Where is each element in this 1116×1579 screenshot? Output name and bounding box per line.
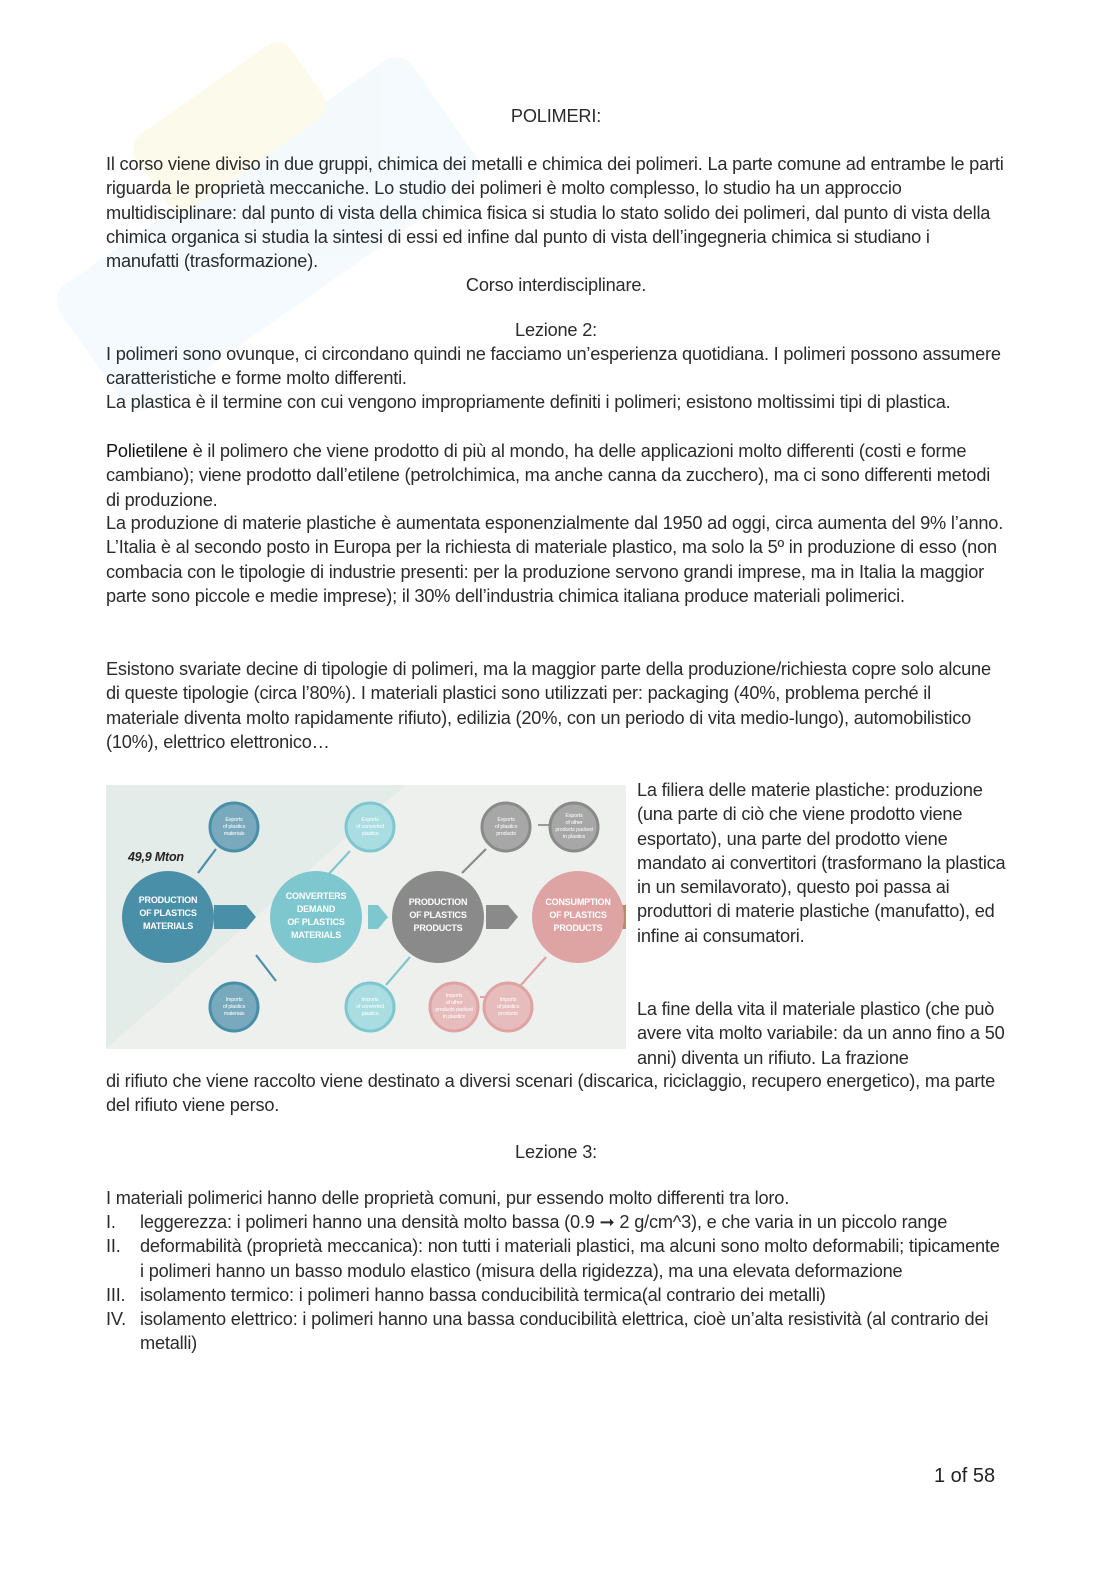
intro-center-line: Corso interdisciplinare. — [465, 275, 647, 295]
supply-chain-description: La filiera delle materie plastiche: produzione (una parte di ciò che viene prodotto viene esportato), una parte del prodotto viene mandato ai convertitori (trasformano la plastica in un semilavorato), questo poi passa ai produttori di materie plastiche (manufatto), ed infine ai consumatori. — [637, 780, 1006, 946]
list-item-text: deformabilità (proprietà meccanica): non tutti i materiali plastici, ma alcuni sono molto deformabili; tipicamente i polimeri hanno un basso modulo elastico (misura della rigidezza), ma una elevata deformazione — [140, 1236, 1000, 1281]
lezione-2-paragraph-4: La produzione di materie plastiche è aumentata esponenzialmente dal 1950 ad oggi, circa aumenta del 9% l’anno. L’Italia è al secondo posto in Europa per la richiesta di materiale plastico, ma solo la 5º in produzione di esso (non combacia con le tipologie di industrie presenti: per la produzione servono grandi imprese, ma in Italia la maggior parte sono piccole e medie imprese); il 30% dell’industria chimica italiana produce materiali polimerici. — [106, 513, 1004, 606]
svg-text:Importsof otherproducts packed: Imports of other products packed in plastics — [435, 993, 473, 1020]
list-item — [106, 1234, 1006, 1283]
lezione-2-paragraph-5: Esistono svariate decine di tipologie di polimeri, ma la maggior parte della produzione/richiesta copre solo alcune di queste tipologie (circa l’80%). I materiali plastici sono utilizzati per: packaging (40%, problema perché il materiale diventa molto rapidamente rifiuto), edilizia (20%, con un periodo di vita medio-lungo), automobilistico (10%), elettrico elettronico… — [106, 659, 991, 752]
list-item-number: IV. — [106, 1309, 126, 1330]
lezione-2-paragraph-3 — [106, 439, 1006, 512]
svg-text:Importsof plasticsproducts: Imports of plastics products — [496, 997, 520, 1017]
waste-scenarios-paragraph: di rifiuto che viene raccolto viene destinato a diversi scenari (discarica, riciclaggio, recupero energetico), ma parte del rifiuto viene perso. — [106, 1071, 996, 1116]
polietilene-term: Polietilene — [106, 441, 188, 461]
intro-paragraph: Il corso viene diviso in due gruppi, chimica dei metalli e chimica dei polimeri. La parte comune ad entrambe le parti riguarda le proprietà meccaniche. Lo studio dei polimeri è molto complesso, lo studio ha un approccio multidisciplinare: dal punto di vista della chimica fisica si studia lo stato solido dei polimeri, dal punto di vista della chimica organica si studia la sintesi di essi ed infine dal punto di vista dell’ingegneria chimica si studiano i manufatti (trasformazione). — [106, 154, 1004, 272]
page-number: 1 of 58 — [934, 1465, 996, 1487]
list-item-text: isolamento termico: i polimeri hanno bassa conducibilità termica(al contrario dei metalli) — [140, 1284, 826, 1305]
production-amount-label: 49,9 Mton — [128, 850, 184, 864]
list-item-text: isolamento elettrico: i polimeri hanno una bassa conducibilità elettrica, cioè un’alta resistività (al contrario dei metalli) — [140, 1309, 989, 1354]
svg-text:CONVERTERSDEMANDOF PLASTICSMAT: CONVERTERS DEMAND OF PLASTICS MATERIALS — [285, 891, 347, 940]
flow-arrow-2 — [368, 905, 388, 929]
svg-text:Exportsof convertedplastics: Exports of converted plastics — [356, 817, 384, 837]
list-item-number: III. — [106, 1284, 126, 1305]
polietilene-text: è il polimero che viene prodotto di più al mondo, ha delle applicazioni molto differenti (costi e forme cambiano); viene prodotto dall’etilene (petrolchimica, ma anche canna da zucchero), ma ci sono differenti metodi di produzione. — [106, 441, 991, 510]
list-item — [106, 1210, 1006, 1234]
svg-text:Exportsof plasticsmaterials: Exports of plastics materials — [222, 817, 246, 837]
svg-text:Importsof convertedplastics: Imports of converted plastics — [356, 997, 384, 1017]
svg-text:CONSUMPTIONOF PLASTICSPRODUCTS: CONSUMPTION OF PLASTICS PRODUCTS — [545, 897, 611, 933]
list-item — [106, 1283, 1006, 1307]
plastics-supply-chain-figure — [106, 785, 626, 1049]
svg-text:PRODUCTIONOF PLASTICSMATERIALS: PRODUCTION OF PLASTICS MATERIALS — [138, 895, 198, 931]
supply-chain-diagram — [106, 785, 626, 1049]
lezione-3-heading: Lezione 3: — [515, 1142, 597, 1162]
svg-text:PRODUCTIONOF PLASTICSPRODUCTS: PRODUCTION OF PLASTICS PRODUCTS — [408, 897, 468, 933]
svg-text:Importsof plasticsmaterials: Imports of plastics materials — [222, 997, 246, 1017]
lezione-2-paragraph-1: I polimeri sono ovunque, ci circondano quindi ne facciamo un’esperienza quotidiana. I polimeri possono assumere caratteristiche e forme molto differenti. — [106, 344, 1001, 389]
end-of-life-description: La fine della vita il materiale plastico (che può avere vita molto variabile: da un anno fino a 50 anni) diventa un rifiuto. La frazione — [637, 999, 1005, 1068]
lezione-2-paragraph-2: La plastica è il termine con cui vengono impropriamente definiti i polimeri; esistono moltissimi tipi di plastica. — [106, 392, 951, 412]
lezione-2-heading: Lezione 2: — [515, 320, 597, 340]
list-item-number: I. — [106, 1212, 116, 1232]
lezione-3-intro: I materiali polimerici hanno delle proprietà comuni, pur essendo molto differenti tra loro. — [106, 1188, 790, 1208]
list-item — [106, 1307, 1006, 1356]
svg-text:Exportsof plasticsproducts: Exports of plastics products — [494, 817, 518, 837]
list-item-text: leggerezza: i polimeri hanno una densità molto bassa (0.9 ➞ 2 g/cm^3), e che varia in un piccolo range — [140, 1212, 948, 1232]
properties-list — [106, 1210, 1006, 1356]
flow-arrow-3 — [486, 905, 518, 929]
list-item-number: II. — [106, 1236, 121, 1257]
page-title: POLIMERI: — [510, 106, 602, 126]
svg-text:Exportsof otherproducts packed: Exports of other products packed in plastics — [555, 813, 593, 840]
